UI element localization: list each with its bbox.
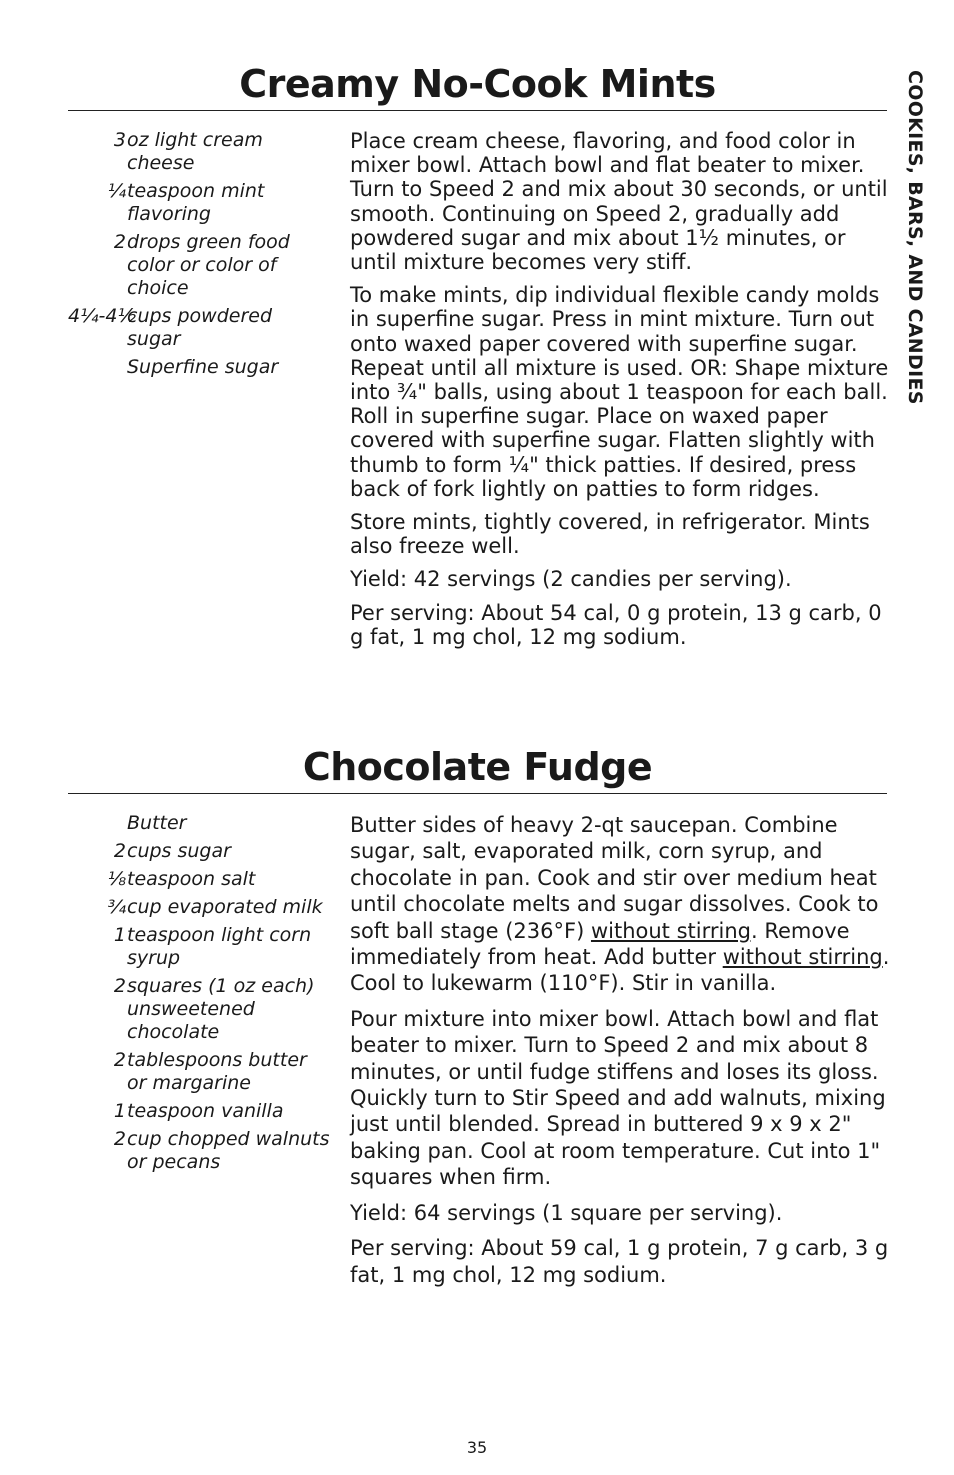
emphasis-underline: without stirring bbox=[722, 945, 883, 970]
ingredient-item bbox=[68, 840, 330, 863]
ingredient-list bbox=[68, 129, 330, 384]
ingredient-quantity: 2 bbox=[113, 1128, 126, 1150]
ingredient-quantity: 1 bbox=[113, 924, 126, 946]
ingredient-name: cups powdered sugar bbox=[127, 305, 273, 350]
ingredient-item bbox=[68, 231, 330, 300]
yield-text: Yield: 64 servings (1 square per serving). bbox=[350, 1200, 783, 1225]
nutrition-text: Per serving: About 59 cal, 1 g protein, 7 g carb, 3 g fat, 1 mg chol, 12 mg sodium. bbox=[350, 1236, 889, 1287]
ingredient-item bbox=[68, 924, 330, 970]
title-divider bbox=[68, 110, 887, 111]
ingredient-quantity: 3 bbox=[113, 129, 126, 151]
method-text bbox=[350, 129, 890, 658]
ingredient-name: oz light cream cheese bbox=[127, 129, 263, 174]
yield-text: Yield: 42 servings (2 candies per serving). bbox=[350, 567, 792, 592]
page-number: 35 bbox=[466, 1438, 488, 1457]
method-paragraph: Place cream cheese, flavoring, and food color in mixer bowl. Attach bowl and flat beater to mixer. Turn to Speed 2 and mix about 30 seconds, or until smooth. Continuing on Speed 2, gradually add powdered sugar and mix about 1½ minutes, or until mixture becomes very stiff. bbox=[350, 129, 888, 275]
ingredient-quantity bbox=[68, 812, 126, 835]
ingredient-name: tablespoons butter or margarine bbox=[127, 1049, 307, 1094]
ingredient-item bbox=[68, 1128, 330, 1174]
ingredient-name: teaspoon mint flavoring bbox=[127, 180, 265, 225]
emphasis-underline: without stirring bbox=[590, 918, 751, 943]
recipe-chocolate-fudge bbox=[68, 741, 890, 1287]
ingredient-name: teaspoon light corn syrup bbox=[127, 924, 312, 969]
ingredient-item bbox=[68, 180, 330, 226]
ingredient-list bbox=[68, 812, 330, 1179]
ingredient-quantity: 1 bbox=[113, 1100, 126, 1122]
ingredient-quantity: ¾ bbox=[107, 896, 126, 918]
nutrition-text: Per serving: About 54 cal, 0 g protein, 13 g carb, 0 g fat, 1 mg chol, 12 mg sodium. bbox=[350, 600, 882, 649]
method-paragraph: Pour mixture into mixer bowl. Attach bowl and flat beater to mixer. Turn to Speed 2 and mix about 8 minutes, or until fudge stiffens and loses its gloss. Quickly turn to Stir Speed and add walnuts, mixing just until blended. Spread in buttered 9 x 9 x 2" baking pan. Cool at room temperature. Cut into 1" squares when firm. bbox=[350, 1006, 886, 1190]
ingredient-name: Butter bbox=[127, 812, 187, 834]
method-paragraph: To make mints, dip individual flexible candy molds in superfine sugar. Press in mint mixture. Turn out onto waxed paper covered with superfine sugar. Repeat until all mixture is used. OR: Shape mixture into ¾" balls, using about 1 teaspoon for each ball. Roll in superfine sugar. Place on waxed paper covered with superfine sugar. Flatten slightly with thumb to form ¼" thick patties. If desired, press back of fork lightly on patties to form ridges. bbox=[350, 283, 889, 501]
method-paragraph bbox=[350, 812, 890, 997]
ingredient-name: cups sugar bbox=[127, 840, 231, 862]
section-side-tab: COOKIES, BARS, AND CANDIES bbox=[904, 70, 926, 405]
ingredient-quantity: ¼ bbox=[107, 180, 126, 202]
ingredient-quantity: 4¼-4½ bbox=[68, 305, 136, 327]
ingredient-item bbox=[68, 129, 330, 175]
ingredient-item bbox=[68, 1049, 330, 1095]
ingredient-quantity: 2 bbox=[113, 975, 126, 997]
ingredient-quantity: 2 bbox=[113, 231, 126, 253]
recipe-title: Chocolate Fudge bbox=[302, 745, 653, 789]
ingredient-name: teaspoon vanilla bbox=[127, 1100, 284, 1122]
ingredient-item bbox=[68, 305, 330, 351]
ingredient-item bbox=[68, 1100, 330, 1123]
ingredient-name: teaspoon salt bbox=[127, 868, 256, 890]
method-text-segment: . Cool to lukewarm (110°F). Stir in vanilla. bbox=[350, 945, 890, 996]
ingredient-item bbox=[68, 356, 330, 379]
ingredient-name: drops green food color or color of choice bbox=[127, 231, 290, 299]
title-divider bbox=[68, 793, 887, 794]
ingredient-item bbox=[68, 868, 330, 891]
ingredient-name: squares (1 oz each) unsweetened chocolate bbox=[127, 975, 315, 1043]
method-text bbox=[350, 812, 890, 1297]
method-text-segment: Butter sides of heavy 2-qt saucepan. Combine sugar, salt, evaporated milk, corn syrup, and chocolate in pan. Cook and stir over medium heat until chocolate melts and sugar dissolves. Cook to soft ball stage (236°F) bbox=[350, 813, 879, 943]
ingredient-quantity: 2 bbox=[113, 1049, 126, 1071]
ingredient-quantity: 2 bbox=[113, 840, 126, 862]
ingredient-item bbox=[68, 896, 330, 919]
recipe-title: Creamy No-Cook Mints bbox=[239, 62, 716, 106]
ingredient-quantity: ⅛ bbox=[107, 868, 126, 890]
ingredient-name: cup chopped walnuts or pecans bbox=[127, 1128, 330, 1173]
ingredient-name: Superfine sugar bbox=[127, 356, 279, 378]
ingredient-name: cup evaporated milk bbox=[127, 896, 323, 918]
ingredient-item bbox=[68, 975, 330, 1044]
method-text-segment: . Remove immediately from heat. Add butter bbox=[350, 918, 850, 970]
method-paragraph: Store mints, tightly covered, in refrigerator. Mints also freeze well. bbox=[350, 510, 870, 559]
recipe-creamy-no-cook-mints bbox=[68, 58, 889, 649]
ingredient-item bbox=[68, 812, 330, 835]
ingredient-quantity bbox=[68, 356, 126, 379]
